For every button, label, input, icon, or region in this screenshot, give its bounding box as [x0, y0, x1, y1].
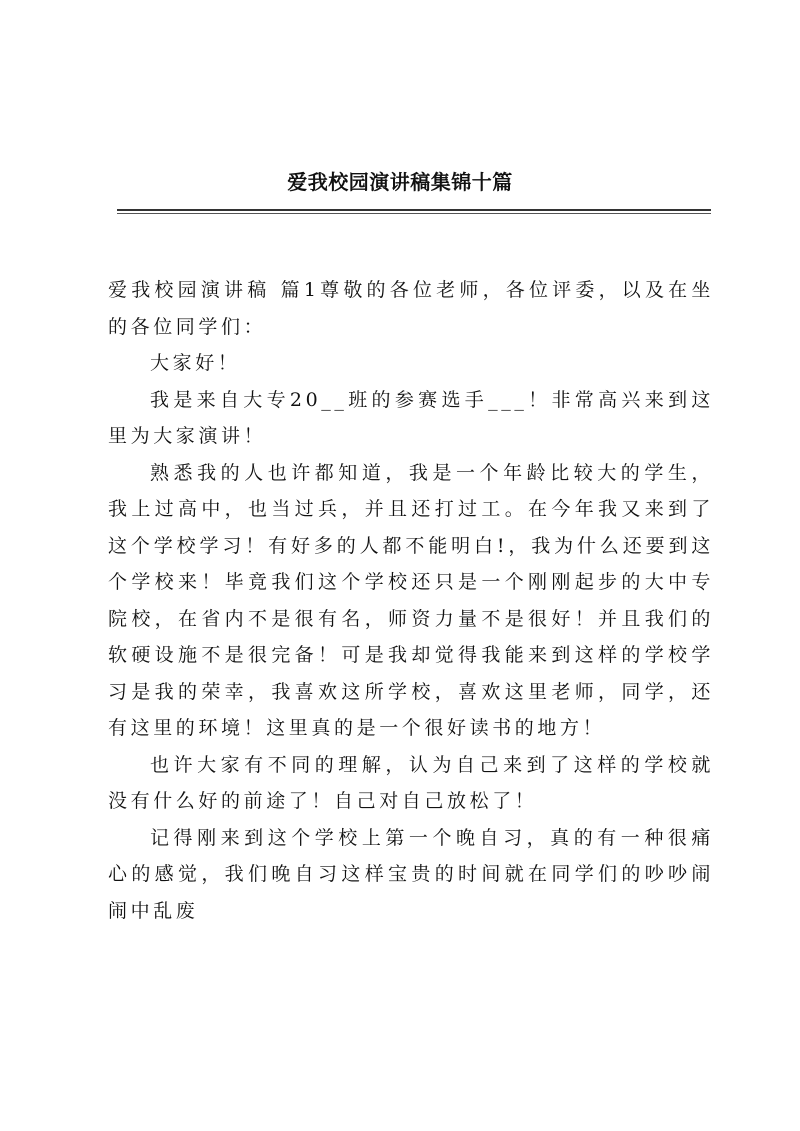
document-title: 爱我校园演讲稿集锦十篇 [287, 170, 513, 194]
paragraph-greeting: 大家好！ [150, 352, 241, 374]
paragraph-perspective: 也许大家有不同的理解，认为自己来到了这样的学校就没有什么好的前途了！自己对自己放松了！ [108, 753, 714, 812]
paragraph-introduction: 我是来自大专20__班的参赛选手___！非常高兴来到这里为大家演讲！ [108, 388, 714, 447]
title-divider [117, 209, 711, 211]
paragraph-opening: 爱我校园演讲稿 篇1尊敬的各位老师，各位评委，以及在坐的各位同学们： [108, 279, 714, 338]
paragraph-memory: 记得刚来到这个学校上第一个晚自习，真的有一种很痛心的感觉，我们晚自习这样宝贵的时间就在同学们的吵吵闹闹中乱废 [108, 826, 714, 922]
title-divider-thin [117, 213, 711, 214]
paragraph-background: 熟悉我的人也许都知道，我是一个年龄比较大的学生，我上过高中，也当过兵，并且还打过工。在今年我又来到了这个学校学习！有好多的人都不能明白!，我为什么还要到这个学校来！毕竟我们这个学校还只是一个刚刚起步的大中专院校，在省内不是很有名，师资力量不是很好！并且我们的软硬设施不是很完备！可是我却觉得我能来到这样的学校学习是我的荣幸，我喜欢这所学校，喜欢这里老师，同学，还有这里的环境！这里真的是一个很好读书的地方！ [108, 461, 714, 739]
document-body [108, 272, 714, 929]
